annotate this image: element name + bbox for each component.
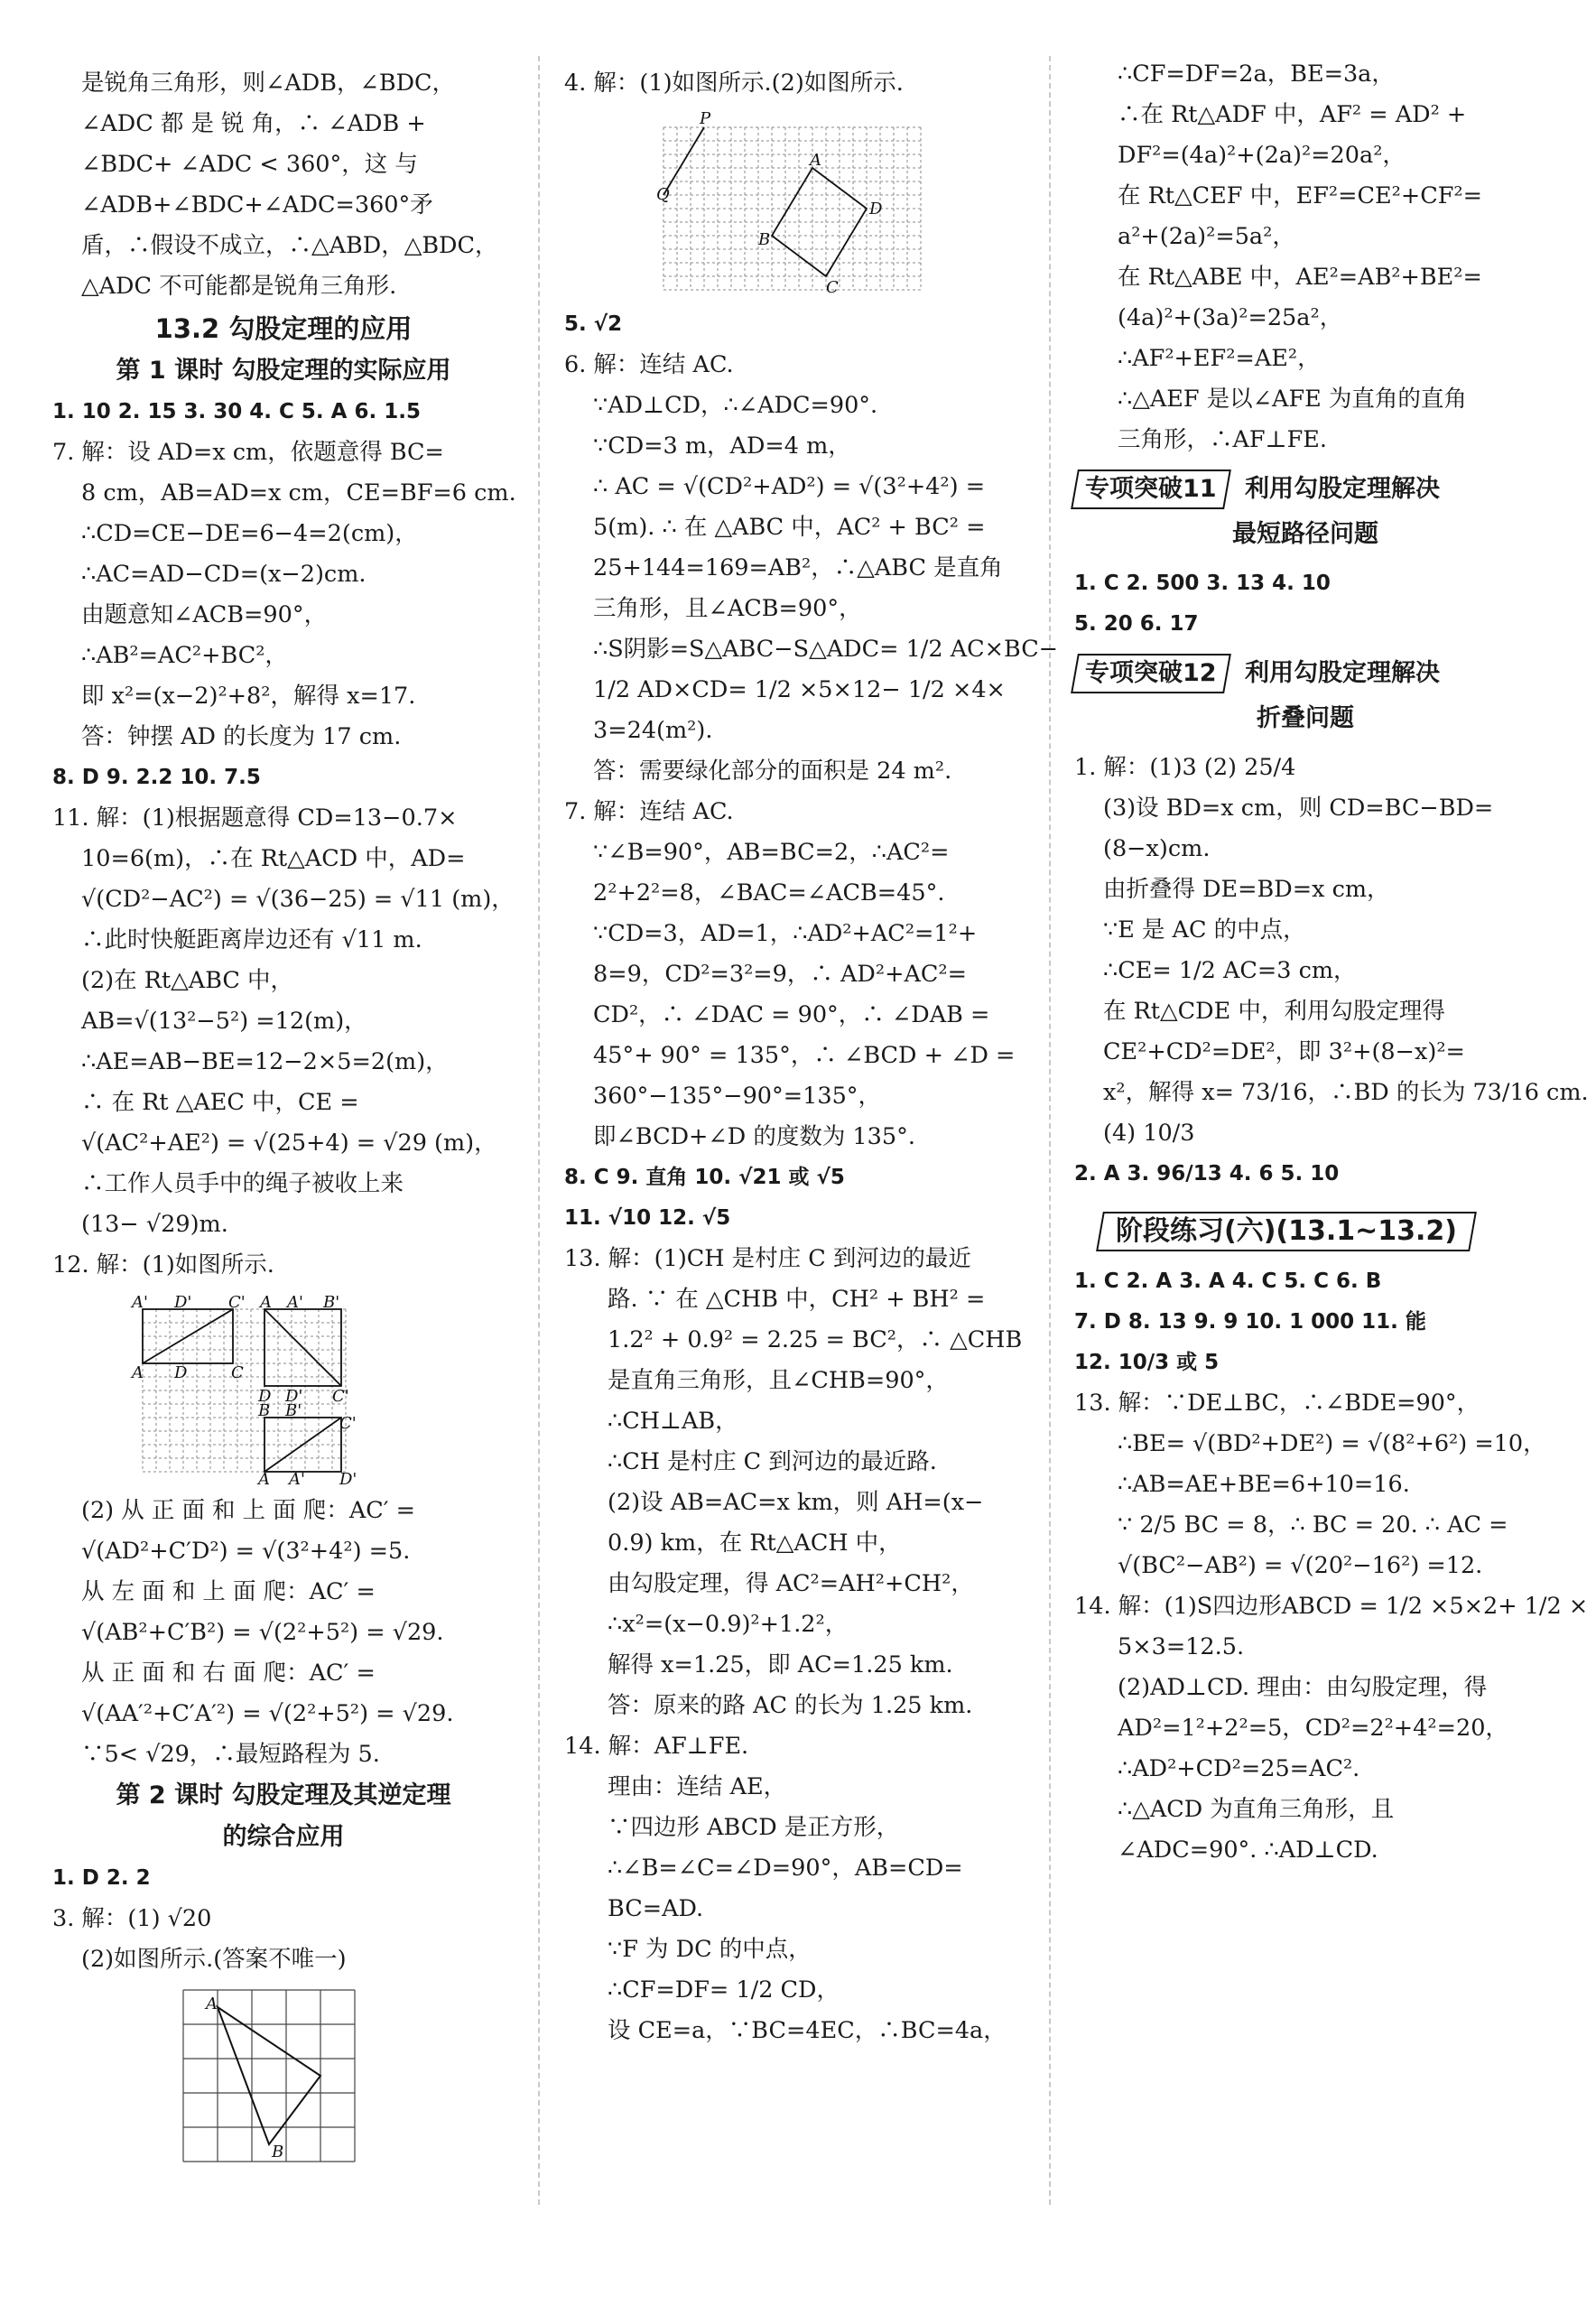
column-2	[564, 63, 1059, 2212]
grid-triangle-figure	[52, 1985, 515, 2166]
answer-row: 1. C 2. 500 3. 13 4. 10	[1074, 572, 1331, 595]
text-line: 理由：连结 AE，	[608, 1773, 787, 1800]
text-line: ∠ADB+∠BDC+∠ADC=360°矛	[81, 191, 433, 219]
fig-label: A	[132, 1363, 144, 1382]
fig-label: B	[758, 230, 771, 249]
question-7-head: 7. 解：连结 AC.	[564, 798, 734, 825]
text-line: 在 Rt△CDE 中，利用勾股定理得	[1103, 998, 1445, 1025]
fig-label: D'	[285, 1387, 303, 1406]
text-line: √(CD²−AC²) = √(36−25) = √11 (m)，	[81, 886, 515, 913]
text-line: √(AC²+AE²) = √(25+4) = √29 (m)，	[81, 1130, 497, 1157]
fig-label: D	[174, 1363, 188, 1382]
fig-label: C'	[339, 1414, 357, 1433]
fig-label: A'	[132, 1293, 148, 1312]
question-13-head: 13. 解：∵DE⊥BC，∴∠BDE=90°，	[1074, 1390, 1480, 1417]
text-line: ∴△ACD 为直角三角形，且	[1118, 1796, 1395, 1823]
text-line: ∴ AC = √(CD²+AD²) = √(3²+4²) =	[593, 473, 986, 500]
text-line: ∵ 2/5 BC = 8，∴ BC = 20. ∴ AC =	[1118, 1511, 1508, 1539]
text-line: 三角形，∴AF⊥FE.	[1118, 426, 1328, 453]
text-line: 3=24(m²).	[593, 717, 713, 744]
question-4-head: 4. 解：(1)如图所示.(2)如图所示.	[564, 70, 904, 97]
fig-label: C'	[228, 1293, 246, 1312]
text-line: 是锐角三角形，则∠ADB，∠BDC，	[81, 70, 456, 97]
special-topic-11	[1074, 468, 1536, 558]
text-line: ∠ADC 都 是 锐 角，∴ ∠ADB +	[81, 110, 426, 137]
text-line: ∵CD=3 m，AD=4 m，	[593, 432, 851, 460]
fig-label: D'	[174, 1293, 192, 1312]
text-line: √(AD²+C′D²) = √(3²+4²) =5.	[81, 1538, 411, 1565]
fig-label: P	[700, 109, 711, 128]
text-line: ∵四边形 ABCD 是正方形，	[608, 1814, 900, 1841]
text-line: ∵AD⊥CD，∴∠ADC=90°.	[593, 392, 878, 419]
text-line: CD²，∴ ∠DAC = 90°，∴ ∠DAB =	[593, 1001, 990, 1028]
text-line: ∴AD²+CD²=25=AC².	[1118, 1755, 1360, 1782]
text-line: ∴△AEF 是以∠AFE 为直角的直角	[1118, 386, 1467, 413]
special-topic-tag: 专项突破12	[1071, 654, 1230, 693]
text-line: ∵5< √29，∴最短路程为 5.	[81, 1741, 380, 1768]
text-line: 答：钟摆 AD 的长度为 17 cm.	[81, 723, 402, 750]
text-line: 由题意知∠ACB=90°，	[81, 601, 328, 628]
question-1-head: 1. 解：(1)3 (2) 25/4	[1074, 754, 1296, 781]
text-line: ∵F 为 DC 的中点，	[608, 1936, 812, 1963]
text-line: 设 CE=a，∵BC=4EC，∴BC=4a，	[608, 2017, 1007, 2044]
text-line: (2)设 AB=AC=x km，则 AH=(x−	[608, 1489, 984, 1516]
fig-label: B	[258, 1401, 271, 1420]
question-14-head: 14. 解：(1)S四边形ABCD = 1/2 ×5×2+ 1/2 ×	[1074, 1593, 1589, 1620]
text-line: ∴BE= √(BD²+DE²) = √(8²+6²) =10，	[1118, 1430, 1546, 1457]
answer-row: 12. 10/3 或 5	[1074, 1351, 1220, 1374]
fig-label: A	[260, 1293, 272, 1312]
answer-row: 7. D 8. 13 9. 9 10. 1 000 11. 能	[1074, 1310, 1426, 1334]
special-topic-title-cont: 最短路径问题	[1232, 520, 1378, 548]
special-topic-title: 利用勾股定理解决	[1244, 475, 1440, 503]
text-line: ∴AE=AB−BE=12−2×5=2(m)，	[81, 1048, 449, 1075]
text-line: 答：原来的路 AC 的长为 1.25 km.	[608, 1692, 973, 1719]
triangle-diagram	[179, 1985, 368, 2166]
fig-label: B	[272, 2143, 284, 2162]
text-line: √(BC²−AB²) = √(20²−16²) =12.	[1118, 1552, 1483, 1579]
special-topic-12	[1074, 652, 1536, 742]
question-3-head: 3. 解：(1) √20	[52, 1905, 212, 1932]
fig-label: C	[826, 278, 839, 297]
text-line: 1/2 AD×CD= 1/2 ×5×12− 1/2 ×4×	[593, 676, 1006, 703]
text-line: ∠ADC=90°. ∴AD⊥CD.	[1118, 1836, 1378, 1864]
fig-label: D'	[339, 1470, 357, 1489]
answer-row: 1. C 2. A 3. A 4. C 5. C 6. B	[1074, 1269, 1382, 1293]
square-diagram	[654, 109, 952, 299]
text-line: ∴AC=AD−CD=(x−2)cm.	[81, 561, 367, 588]
text-line: ∴CH 是村庄 C 到河边的最近路.	[608, 1448, 937, 1475]
question-6-head: 6. 解：连结 AC.	[564, 351, 734, 378]
text-line: ∴工作人员手中的绳子被收上来	[81, 1170, 404, 1197]
text-line: (2)AD⊥CD. 理由：由勾股定理，得	[1118, 1674, 1488, 1701]
text-line: 0.9) km，在 Rt△ACH 中，	[608, 1530, 902, 1557]
fig-label: D	[258, 1387, 272, 1406]
grid-square-figure	[564, 109, 1026, 299]
text-line: ∵CD=3，AD=1，∴AD²+AC²=1²+	[593, 920, 978, 947]
text-line: ∵E 是 AC 的中点，	[1103, 916, 1306, 944]
column-3	[1074, 54, 1589, 2203]
net-diagram	[52, 1291, 413, 1489]
text-line: 10=6(m)，∴在 Rt△ACD 中，AD=	[81, 845, 466, 872]
cuboid-net-figure	[52, 1291, 515, 1489]
text-line: 8=9，CD²=3²=9，∴ AD²+AC²=	[593, 961, 967, 988]
fig-label: C	[231, 1363, 244, 1382]
text-line: (4a)²+(3a)²=25a²，	[1118, 304, 1343, 331]
text-line: ∴∠B=∠C=∠D=90°，AB=CD=	[608, 1855, 963, 1882]
special-topic-title-cont: 折叠问题	[1257, 704, 1354, 732]
column-separator-2	[1049, 56, 1051, 2205]
text-line: ∴在 Rt△ADF 中，AF² = AD² +	[1118, 101, 1467, 128]
text-line: 45°+ 90° = 135°，∴ ∠BCD + ∠D =	[593, 1042, 1016, 1069]
stage-practice-title: 阶段练习(六)(13.1~13.2)	[1116, 1215, 1458, 1247]
answer-row: 1. D 2. 2	[52, 1866, 151, 1890]
text-line: △ADC 不可能都是锐角三角形.	[81, 273, 397, 300]
text-line: 25+144=169=AB²，∴△ABC 是直角	[593, 554, 1003, 581]
text-line: 即 x²=(x−2)²+8²，解得 x=17.	[81, 683, 416, 710]
question-12-head: 12. 解：(1)如图所示.	[52, 1251, 274, 1279]
text-line: 2²+2²=8，∠BAC=∠ACB=45°.	[593, 879, 945, 907]
lesson-title: 第 2 课时 勾股定理及其逆定理	[116, 1781, 451, 1809]
fig-label: A	[206, 1995, 218, 2013]
lesson-title-cont: 的综合应用	[222, 1823, 345, 1851]
answer-row: 5. 20 6. 17	[1074, 612, 1199, 636]
text-line: ∴AF²+EF²=AE²，	[1118, 345, 1321, 372]
text-line: AD²=1²+2²=5，CD²=2²+4²=20，	[1118, 1715, 1508, 1742]
text-line: 由勾股定理，得 AC²=AH²+CH²，	[608, 1570, 974, 1597]
text-line: ∴S阴影=S△ABC−S△ADC= 1/2 AC×BC−	[593, 636, 1059, 663]
text-line: ∠BDC+ ∠ADC < 360°，这 与	[81, 151, 418, 178]
fig-label: A'	[289, 1470, 305, 1489]
stage-practice-heading	[1100, 1211, 1536, 1252]
text-line: 5×3=12.5.	[1118, 1633, 1245, 1660]
section-title: 13.2 勾股定理的应用	[154, 313, 413, 344]
text-line: √(AA′²+C′A′²) = √(2²+5²) = √29.	[81, 1700, 454, 1727]
answer-row: 11. √10 12. √5	[564, 1206, 731, 1230]
text-line: ∴CF=DF=2a，BE=3a，	[1118, 60, 1395, 88]
text-line: a²+(2a)²=5a²，	[1118, 223, 1295, 250]
text-line: CE²+CD²=DE²，即 3²+(8−x)²=	[1103, 1038, 1465, 1065]
answer-row: 8. D 9. 2.2 10. 7.5	[52, 766, 261, 789]
fig-label: Q	[656, 185, 670, 204]
text-line: ∴CD=CE−DE=6−4=2(cm)，	[81, 520, 418, 547]
text-line: ∴CF=DF= 1/2 CD，	[608, 1976, 840, 2004]
answer-row: 1. 10 2. 15 3. 30 4. C 5. A 6. 1.5	[52, 400, 421, 423]
text-line: DF²=(4a)²+(2a)²=20a²，	[1118, 142, 1406, 169]
question-14-head: 14. 解：AF⊥FE.	[564, 1733, 749, 1760]
text-line: 路. ∵ 在 △CHB 中，CH² + BH² =	[608, 1286, 986, 1313]
text-line: ∴AB²=AC²+BC²，	[81, 642, 288, 669]
column-1	[52, 63, 515, 2212]
text-line: (8−x)cm.	[1103, 835, 1211, 862]
text-line: 5(m). ∴ 在 △ABC 中，AC² + BC² =	[593, 514, 986, 541]
text-line: (13− √29)m.	[81, 1211, 228, 1238]
text-line: ∴x²=(x−0.9)²+1.2²，	[608, 1611, 849, 1638]
text-line: (2) 从 正 面 和 上 面 爬：AC′ =	[81, 1497, 416, 1524]
answer-5: 5. √2	[564, 312, 623, 336]
text-line: 从 左 面 和 上 面 爬：AC′ =	[81, 1578, 376, 1605]
text-line: ∴此时快艇距离岸边还有 √11 m.	[81, 926, 422, 953]
fig-label: A	[810, 151, 821, 170]
text-line: 盾，∴假设不成立，∴△ABD，△BDC，	[81, 232, 498, 259]
text-line: x²，解得 x= 73/16，∴BD 的长为 73/16 cm.	[1103, 1079, 1589, 1106]
text-line: √(AB²+C′B²) = √(2²+5²) = √29.	[81, 1619, 444, 1646]
answer-row: 2. A 3. 96/13 4. 6 5. 10	[1074, 1162, 1340, 1186]
text-line: BC=AD.	[608, 1895, 704, 1922]
answer-row: 8. C 9. 直角 10. √21 或 √5	[564, 1166, 845, 1189]
fig-label: B'	[323, 1293, 340, 1312]
text-line: ∵∠B=90°，AB=BC=2，∴AC²=	[593, 839, 950, 866]
text-line: 在 Rt△CEF 中，EF²=CE²+CF²=	[1118, 182, 1482, 209]
text-line: 即∠BCD+∠D 的度数为 135°.	[593, 1123, 915, 1150]
text-line: (2)在 Rt△ABC 中，	[81, 967, 294, 994]
text-line: 360°−135°−90°=135°，	[593, 1083, 882, 1110]
special-topic-title: 利用勾股定理解决	[1244, 659, 1440, 687]
question-13-head: 13. 解：(1)CH 是村庄 C 到河边的最近	[564, 1245, 971, 1272]
fig-label: A	[258, 1470, 270, 1489]
fig-label: D	[869, 200, 883, 219]
fig-label: B'	[285, 1401, 302, 1420]
text-line: ∴CH⊥AB，	[608, 1408, 738, 1435]
question-7-head: 7. 解：设 AD=x cm，依题意得 BC=	[52, 439, 444, 466]
text-line: 解得 x=1.25，即 AC=1.25 km.	[608, 1651, 953, 1678]
text-line: 三角形，且∠ACB=90°，	[593, 595, 862, 622]
text-line: 在 Rt△ABE 中，AE²=AB²+BE²=	[1118, 264, 1482, 291]
text-line: 1.2² + 0.9² = 2.25 = BC²，∴ △CHB	[608, 1326, 1023, 1353]
text-line: 8 cm，AB=AD=x cm，CE=BF=6 cm.	[81, 479, 516, 507]
question-11-head: 11. 解：(1)根据题意得 CD=13−0.7×	[52, 804, 458, 832]
text-line: ∴ 在 Rt △AEC 中，CE =	[81, 1089, 359, 1116]
text-line: 从 正 面 和 右 面 爬：AC′ =	[81, 1660, 376, 1687]
lesson-title: 第 1 课时 勾股定理的实际应用	[116, 357, 451, 385]
text-line: ∴AB=AE+BE=6+10=16.	[1118, 1471, 1410, 1498]
text-line: 是直角三角形，且∠CHB=90°，	[608, 1367, 949, 1394]
column-separator-1	[538, 56, 540, 2205]
text-line: (4) 10/3	[1103, 1120, 1195, 1147]
text-line: 由折叠得 DE=BD=x cm，	[1103, 876, 1390, 903]
fig-label: C'	[332, 1387, 349, 1406]
text-line: (3)设 BD=x cm，则 CD=BC−BD=	[1103, 795, 1494, 822]
text-line: (2)如图所示.(答案不唯一)	[81, 1946, 347, 1973]
text-line: 答：需要绿化部分的面积是 24 m².	[593, 758, 952, 785]
special-topic-tag: 专项突破11	[1071, 470, 1230, 509]
fig-label: A'	[287, 1293, 303, 1312]
text-line: ∴CE= 1/2 AC=3 cm，	[1103, 957, 1357, 984]
text-line: AB=√(13²−5²) =12(m)，	[81, 1008, 367, 1035]
